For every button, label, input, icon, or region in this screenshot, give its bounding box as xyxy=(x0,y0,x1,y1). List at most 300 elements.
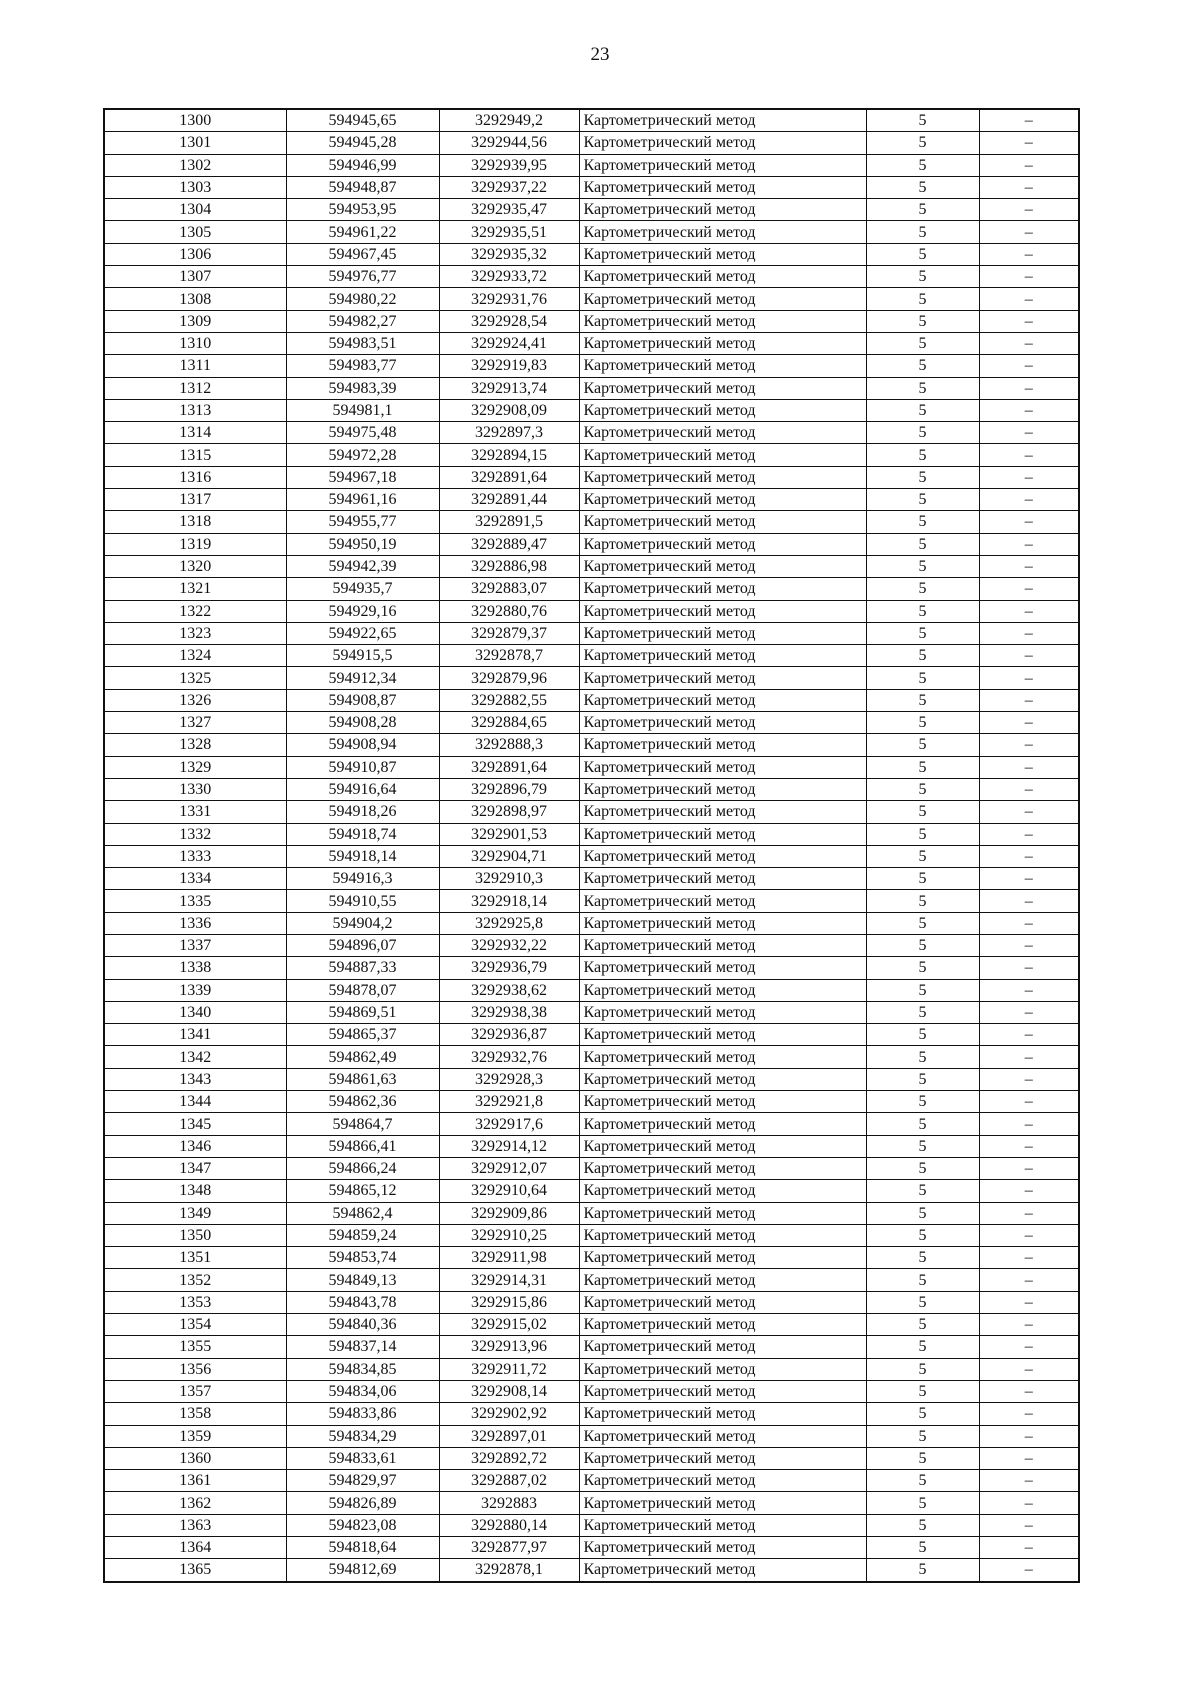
method-cell: Картометрический метод xyxy=(579,489,866,511)
method-cell: Картометрический метод xyxy=(579,399,866,421)
method-cell: Картометрический метод xyxy=(579,1024,866,1046)
accuracy-cell: 5 xyxy=(866,1336,979,1358)
method-cell: Картометрический метод xyxy=(579,600,866,622)
method-cell: Картометрический метод xyxy=(579,578,866,600)
point-number-cell: 1330 xyxy=(104,778,286,800)
y-coordinate-cell: 3292901,53 xyxy=(439,823,579,845)
accuracy-cell: 5 xyxy=(866,1380,979,1402)
note-cell: – xyxy=(979,555,1079,577)
y-coordinate-cell: 3292888,3 xyxy=(439,734,579,756)
y-coordinate-cell: 3292949,2 xyxy=(439,109,579,132)
method-cell: Картометрический метод xyxy=(579,734,866,756)
method-cell: Картометрический метод xyxy=(579,1425,866,1447)
accuracy-cell: 5 xyxy=(866,1024,979,1046)
accuracy-cell: 5 xyxy=(866,176,979,198)
y-coordinate-cell: 3292887,02 xyxy=(439,1470,579,1492)
y-coordinate-cell: 3292878,7 xyxy=(439,645,579,667)
table-row xyxy=(104,1470,1079,1492)
x-coordinate-cell: 594812,69 xyxy=(286,1559,439,1582)
note-cell: – xyxy=(979,266,1079,288)
accuracy-cell: 5 xyxy=(866,1157,979,1179)
method-cell: Картометрический метод xyxy=(579,979,866,1001)
point-number-cell: 1323 xyxy=(104,622,286,644)
accuracy-cell: 5 xyxy=(866,1291,979,1313)
table-row xyxy=(104,288,1079,310)
note-cell: – xyxy=(979,1202,1079,1224)
point-number-cell: 1308 xyxy=(104,288,286,310)
accuracy-cell: 5 xyxy=(866,801,979,823)
accuracy-cell: 5 xyxy=(866,466,979,488)
accuracy-cell: 5 xyxy=(866,288,979,310)
y-coordinate-cell: 3292891,44 xyxy=(439,489,579,511)
accuracy-cell: 5 xyxy=(866,1068,979,1090)
x-coordinate-cell: 594910,55 xyxy=(286,890,439,912)
y-coordinate-cell: 3292935,51 xyxy=(439,221,579,243)
point-number-cell: 1333 xyxy=(104,845,286,867)
table-row xyxy=(104,1135,1079,1157)
accuracy-cell: 5 xyxy=(866,1046,979,1068)
method-cell: Картометрический метод xyxy=(579,422,866,444)
x-coordinate-cell: 594912,34 xyxy=(286,667,439,689)
table-row xyxy=(104,422,1079,444)
method-cell: Картометрический метод xyxy=(579,511,866,533)
x-coordinate-cell: 594826,89 xyxy=(286,1492,439,1514)
point-number-cell: 1365 xyxy=(104,1559,286,1582)
point-number-cell: 1334 xyxy=(104,868,286,890)
note-cell: – xyxy=(979,712,1079,734)
accuracy-cell: 5 xyxy=(866,555,979,577)
x-coordinate-cell: 594833,61 xyxy=(286,1447,439,1469)
accuracy-cell: 5 xyxy=(866,667,979,689)
x-coordinate-cell: 594834,85 xyxy=(286,1358,439,1380)
x-coordinate-cell: 594961,16 xyxy=(286,489,439,511)
point-number-cell: 1321 xyxy=(104,578,286,600)
table-row xyxy=(104,109,1079,132)
y-coordinate-cell: 3292883 xyxy=(439,1492,579,1514)
note-cell: – xyxy=(979,1024,1079,1046)
point-number-cell: 1363 xyxy=(104,1514,286,1536)
accuracy-cell: 5 xyxy=(866,154,979,176)
accuracy-cell: 5 xyxy=(866,266,979,288)
x-coordinate-cell: 594950,19 xyxy=(286,533,439,555)
accuracy-cell: 5 xyxy=(866,377,979,399)
table-row xyxy=(104,533,1079,555)
note-cell: – xyxy=(979,310,1079,332)
method-cell: Картометрический метод xyxy=(579,266,866,288)
method-cell: Картометрический метод xyxy=(579,310,866,332)
accuracy-cell: 5 xyxy=(866,1135,979,1157)
accuracy-cell: 5 xyxy=(866,332,979,354)
table-row xyxy=(104,890,1079,912)
accuracy-cell: 5 xyxy=(866,578,979,600)
table-row xyxy=(104,622,1079,644)
y-coordinate-cell: 3292898,97 xyxy=(439,801,579,823)
point-number-cell: 1358 xyxy=(104,1403,286,1425)
method-cell: Картометрический метод xyxy=(579,1046,866,1068)
point-number-cell: 1316 xyxy=(104,466,286,488)
table-row xyxy=(104,1091,1079,1113)
y-coordinate-cell: 3292879,37 xyxy=(439,622,579,644)
accuracy-cell: 5 xyxy=(866,1113,979,1135)
accuracy-cell: 5 xyxy=(866,489,979,511)
x-coordinate-cell: 594849,13 xyxy=(286,1269,439,1291)
note-cell: – xyxy=(979,1492,1079,1514)
x-coordinate-cell: 594833,86 xyxy=(286,1403,439,1425)
method-cell: Картометрический метод xyxy=(579,444,866,466)
note-cell: – xyxy=(979,489,1079,511)
accuracy-cell: 5 xyxy=(866,221,979,243)
method-cell: Картометрический метод xyxy=(579,1001,866,1023)
accuracy-cell: 5 xyxy=(866,1091,979,1113)
x-coordinate-cell: 594865,12 xyxy=(286,1180,439,1202)
point-number-cell: 1311 xyxy=(104,355,286,377)
x-coordinate-cell: 594982,27 xyxy=(286,310,439,332)
x-coordinate-cell: 594983,39 xyxy=(286,377,439,399)
x-coordinate-cell: 594910,87 xyxy=(286,756,439,778)
y-coordinate-cell: 3292924,41 xyxy=(439,332,579,354)
method-cell: Картометрический метод xyxy=(579,712,866,734)
table-row xyxy=(104,823,1079,845)
x-coordinate-cell: 594983,51 xyxy=(286,332,439,354)
y-coordinate-cell: 3292928,3 xyxy=(439,1068,579,1090)
x-coordinate-cell: 594953,95 xyxy=(286,199,439,221)
y-coordinate-cell: 3292939,95 xyxy=(439,154,579,176)
y-coordinate-cell: 3292919,83 xyxy=(439,355,579,377)
method-cell: Картометрический метод xyxy=(579,645,866,667)
y-coordinate-cell: 3292889,47 xyxy=(439,533,579,555)
table-row xyxy=(104,1537,1079,1559)
accuracy-cell: 5 xyxy=(866,1492,979,1514)
y-coordinate-cell: 3292936,79 xyxy=(439,957,579,979)
y-coordinate-cell: 3292902,92 xyxy=(439,1403,579,1425)
note-cell: – xyxy=(979,511,1079,533)
y-coordinate-cell: 3292935,47 xyxy=(439,199,579,221)
note-cell: – xyxy=(979,221,1079,243)
note-cell: – xyxy=(979,622,1079,644)
table-row xyxy=(104,489,1079,511)
note-cell: – xyxy=(979,600,1079,622)
table-row xyxy=(104,199,1079,221)
point-number-cell: 1349 xyxy=(104,1202,286,1224)
method-cell: Картометрический метод xyxy=(579,176,866,198)
note-cell: – xyxy=(979,801,1079,823)
x-coordinate-cell: 594908,94 xyxy=(286,734,439,756)
note-cell: – xyxy=(979,1046,1079,1068)
note-cell: – xyxy=(979,734,1079,756)
point-number-cell: 1356 xyxy=(104,1358,286,1380)
point-number-cell: 1306 xyxy=(104,243,286,265)
x-coordinate-cell: 594866,24 xyxy=(286,1157,439,1179)
table-row xyxy=(104,1001,1079,1023)
x-coordinate-cell: 594864,7 xyxy=(286,1113,439,1135)
table-row xyxy=(104,1358,1079,1380)
accuracy-cell: 5 xyxy=(866,1202,979,1224)
accuracy-cell: 5 xyxy=(866,622,979,644)
accuracy-cell: 5 xyxy=(866,422,979,444)
x-coordinate-cell: 594878,07 xyxy=(286,979,439,1001)
method-cell: Картометрический метод xyxy=(579,1314,866,1336)
method-cell: Картометрический метод xyxy=(579,1157,866,1179)
point-number-cell: 1347 xyxy=(104,1157,286,1179)
method-cell: Картометрический метод xyxy=(579,332,866,354)
y-coordinate-cell: 3292944,56 xyxy=(439,132,579,154)
y-coordinate-cell: 3292908,09 xyxy=(439,399,579,421)
x-coordinate-cell: 594862,4 xyxy=(286,1202,439,1224)
point-number-cell: 1336 xyxy=(104,912,286,934)
table-row xyxy=(104,1113,1079,1135)
table-row xyxy=(104,266,1079,288)
note-cell: – xyxy=(979,868,1079,890)
point-number-cell: 1328 xyxy=(104,734,286,756)
y-coordinate-cell: 3292912,07 xyxy=(439,1157,579,1179)
table-row xyxy=(104,600,1079,622)
note-cell: – xyxy=(979,1269,1079,1291)
point-number-cell: 1342 xyxy=(104,1046,286,1068)
x-coordinate-cell: 594976,77 xyxy=(286,266,439,288)
method-cell: Картометрический метод xyxy=(579,1514,866,1536)
table-row xyxy=(104,1247,1079,1269)
note-cell: – xyxy=(979,823,1079,845)
method-cell: Картометрический метод xyxy=(579,1358,866,1380)
accuracy-cell: 5 xyxy=(866,1224,979,1246)
y-coordinate-cell: 3292894,15 xyxy=(439,444,579,466)
x-coordinate-cell: 594975,48 xyxy=(286,422,439,444)
x-coordinate-cell: 594916,64 xyxy=(286,778,439,800)
x-coordinate-cell: 594837,14 xyxy=(286,1336,439,1358)
accuracy-cell: 5 xyxy=(866,1537,979,1559)
x-coordinate-cell: 594929,16 xyxy=(286,600,439,622)
method-cell: Картометрический метод xyxy=(579,957,866,979)
y-coordinate-cell: 3292914,12 xyxy=(439,1135,579,1157)
x-coordinate-cell: 594865,37 xyxy=(286,1024,439,1046)
accuracy-cell: 5 xyxy=(866,1001,979,1023)
x-coordinate-cell: 594818,64 xyxy=(286,1537,439,1559)
y-coordinate-cell: 3292928,54 xyxy=(439,310,579,332)
accuracy-cell: 5 xyxy=(866,399,979,421)
point-number-cell: 1314 xyxy=(104,422,286,444)
table-row xyxy=(104,645,1079,667)
y-coordinate-cell: 3292884,65 xyxy=(439,712,579,734)
x-coordinate-cell: 594946,99 xyxy=(286,154,439,176)
table-row xyxy=(104,1314,1079,1336)
x-coordinate-cell: 594834,06 xyxy=(286,1380,439,1402)
point-number-cell: 1346 xyxy=(104,1135,286,1157)
y-coordinate-cell: 3292891,64 xyxy=(439,466,579,488)
method-cell: Картометрический метод xyxy=(579,890,866,912)
x-coordinate-cell: 594862,36 xyxy=(286,1091,439,1113)
method-cell: Картометрический метод xyxy=(579,109,866,132)
table-row xyxy=(104,1202,1079,1224)
table-row xyxy=(104,712,1079,734)
accuracy-cell: 5 xyxy=(866,979,979,1001)
point-number-cell: 1355 xyxy=(104,1336,286,1358)
table-row xyxy=(104,689,1079,711)
method-cell: Картометрический метод xyxy=(579,288,866,310)
y-coordinate-cell: 3292910,25 xyxy=(439,1224,579,1246)
table-row xyxy=(104,734,1079,756)
method-cell: Картометрический метод xyxy=(579,1269,866,1291)
x-coordinate-cell: 594896,07 xyxy=(286,934,439,956)
note-cell: – xyxy=(979,199,1079,221)
note-cell: – xyxy=(979,1001,1079,1023)
point-number-cell: 1302 xyxy=(104,154,286,176)
note-cell: – xyxy=(979,1537,1079,1559)
point-number-cell: 1327 xyxy=(104,712,286,734)
x-coordinate-cell: 594961,22 xyxy=(286,221,439,243)
method-cell: Картометрический метод xyxy=(579,243,866,265)
point-number-cell: 1310 xyxy=(104,332,286,354)
note-cell: – xyxy=(979,1157,1079,1179)
point-number-cell: 1317 xyxy=(104,489,286,511)
accuracy-cell: 5 xyxy=(866,712,979,734)
accuracy-cell: 5 xyxy=(866,109,979,132)
table-row xyxy=(104,1224,1079,1246)
table-row xyxy=(104,176,1079,198)
note-cell: – xyxy=(979,979,1079,1001)
point-number-cell: 1320 xyxy=(104,555,286,577)
y-coordinate-cell: 3292879,96 xyxy=(439,667,579,689)
x-coordinate-cell: 594980,22 xyxy=(286,288,439,310)
accuracy-cell: 5 xyxy=(866,1358,979,1380)
note-cell: – xyxy=(979,355,1079,377)
note-cell: – xyxy=(979,243,1079,265)
y-coordinate-cell: 3292932,22 xyxy=(439,934,579,956)
method-cell: Картометрический метод xyxy=(579,801,866,823)
method-cell: Картометрический метод xyxy=(579,778,866,800)
y-coordinate-cell: 3292931,76 xyxy=(439,288,579,310)
accuracy-cell: 5 xyxy=(866,199,979,221)
note-cell: – xyxy=(979,332,1079,354)
x-coordinate-cell: 594945,65 xyxy=(286,109,439,132)
table-row xyxy=(104,801,1079,823)
x-coordinate-cell: 594887,33 xyxy=(286,957,439,979)
table-row xyxy=(104,845,1079,867)
note-cell: – xyxy=(979,154,1079,176)
method-cell: Картометрический метод xyxy=(579,1202,866,1224)
method-cell: Картометрический метод xyxy=(579,1135,866,1157)
table-row xyxy=(104,154,1079,176)
page-number: 23 xyxy=(590,44,610,65)
accuracy-cell: 5 xyxy=(866,444,979,466)
y-coordinate-cell: 3292935,32 xyxy=(439,243,579,265)
table-row xyxy=(104,444,1079,466)
accuracy-cell: 5 xyxy=(866,845,979,867)
table-row xyxy=(104,1559,1079,1582)
note-cell: – xyxy=(979,1247,1079,1269)
point-number-cell: 1338 xyxy=(104,957,286,979)
point-number-cell: 1305 xyxy=(104,221,286,243)
point-number-cell: 1335 xyxy=(104,890,286,912)
method-cell: Картометрический метод xyxy=(579,689,866,711)
point-number-cell: 1337 xyxy=(104,934,286,956)
method-cell: Картометрический метод xyxy=(579,154,866,176)
table-row xyxy=(104,912,1079,934)
point-number-cell: 1350 xyxy=(104,1224,286,1246)
method-cell: Картометрический метод xyxy=(579,823,866,845)
table-row xyxy=(104,332,1079,354)
x-coordinate-cell: 594918,26 xyxy=(286,801,439,823)
point-number-cell: 1332 xyxy=(104,823,286,845)
method-cell: Картометрический метод xyxy=(579,377,866,399)
y-coordinate-cell: 3292918,14 xyxy=(439,890,579,912)
point-number-cell: 1357 xyxy=(104,1380,286,1402)
note-cell: – xyxy=(979,399,1079,421)
point-number-cell: 1354 xyxy=(104,1314,286,1336)
y-coordinate-cell: 3292910,64 xyxy=(439,1180,579,1202)
method-cell: Картометрический метод xyxy=(579,221,866,243)
x-coordinate-cell: 594918,14 xyxy=(286,845,439,867)
accuracy-cell: 5 xyxy=(866,511,979,533)
table-row xyxy=(104,1068,1079,1090)
accuracy-cell: 5 xyxy=(866,132,979,154)
note-cell: – xyxy=(979,132,1079,154)
method-cell: Картометрический метод xyxy=(579,845,866,867)
x-coordinate-cell: 594853,74 xyxy=(286,1247,439,1269)
point-number-cell: 1324 xyxy=(104,645,286,667)
point-number-cell: 1344 xyxy=(104,1091,286,1113)
x-coordinate-cell: 594866,41 xyxy=(286,1135,439,1157)
accuracy-cell: 5 xyxy=(866,1314,979,1336)
note-cell: – xyxy=(979,377,1079,399)
method-cell: Картометрический метод xyxy=(579,667,866,689)
method-cell: Картометрический метод xyxy=(579,1380,866,1402)
note-cell: – xyxy=(979,689,1079,711)
table-row xyxy=(104,310,1079,332)
y-coordinate-cell: 3292896,79 xyxy=(439,778,579,800)
note-cell: – xyxy=(979,1091,1079,1113)
point-number-cell: 1345 xyxy=(104,1113,286,1135)
x-coordinate-cell: 594916,3 xyxy=(286,868,439,890)
accuracy-cell: 5 xyxy=(866,1447,979,1469)
method-cell: Картометрический метод xyxy=(579,1113,866,1135)
note-cell: – xyxy=(979,1470,1079,1492)
x-coordinate-cell: 594945,28 xyxy=(286,132,439,154)
y-coordinate-cell: 3292904,71 xyxy=(439,845,579,867)
y-coordinate-cell: 3292891,5 xyxy=(439,511,579,533)
note-cell: – xyxy=(979,912,1079,934)
table-row xyxy=(104,934,1079,956)
accuracy-cell: 5 xyxy=(866,868,979,890)
note-cell: – xyxy=(979,1180,1079,1202)
accuracy-cell: 5 xyxy=(866,1269,979,1291)
accuracy-cell: 5 xyxy=(866,1559,979,1582)
table-row xyxy=(104,221,1079,243)
table-row xyxy=(104,399,1079,421)
note-cell: – xyxy=(979,1291,1079,1313)
table-row xyxy=(104,1157,1079,1179)
table-row xyxy=(104,555,1079,577)
point-number-cell: 1341 xyxy=(104,1024,286,1046)
accuracy-cell: 5 xyxy=(866,912,979,934)
x-coordinate-cell: 594955,77 xyxy=(286,511,439,533)
accuracy-cell: 5 xyxy=(866,957,979,979)
method-cell: Картометрический метод xyxy=(579,1091,866,1113)
table-row xyxy=(104,778,1079,800)
y-coordinate-cell: 3292886,98 xyxy=(439,555,579,577)
note-cell: – xyxy=(979,176,1079,198)
x-coordinate-cell: 594829,97 xyxy=(286,1470,439,1492)
x-coordinate-cell: 594967,18 xyxy=(286,466,439,488)
x-coordinate-cell: 594840,36 xyxy=(286,1314,439,1336)
y-coordinate-cell: 3292921,8 xyxy=(439,1091,579,1113)
note-cell: – xyxy=(979,1403,1079,1425)
table-row xyxy=(104,1291,1079,1313)
point-number-cell: 1326 xyxy=(104,689,286,711)
table-row xyxy=(104,1024,1079,1046)
note-cell: – xyxy=(979,288,1079,310)
y-coordinate-cell: 3292908,14 xyxy=(439,1380,579,1402)
accuracy-cell: 5 xyxy=(866,355,979,377)
